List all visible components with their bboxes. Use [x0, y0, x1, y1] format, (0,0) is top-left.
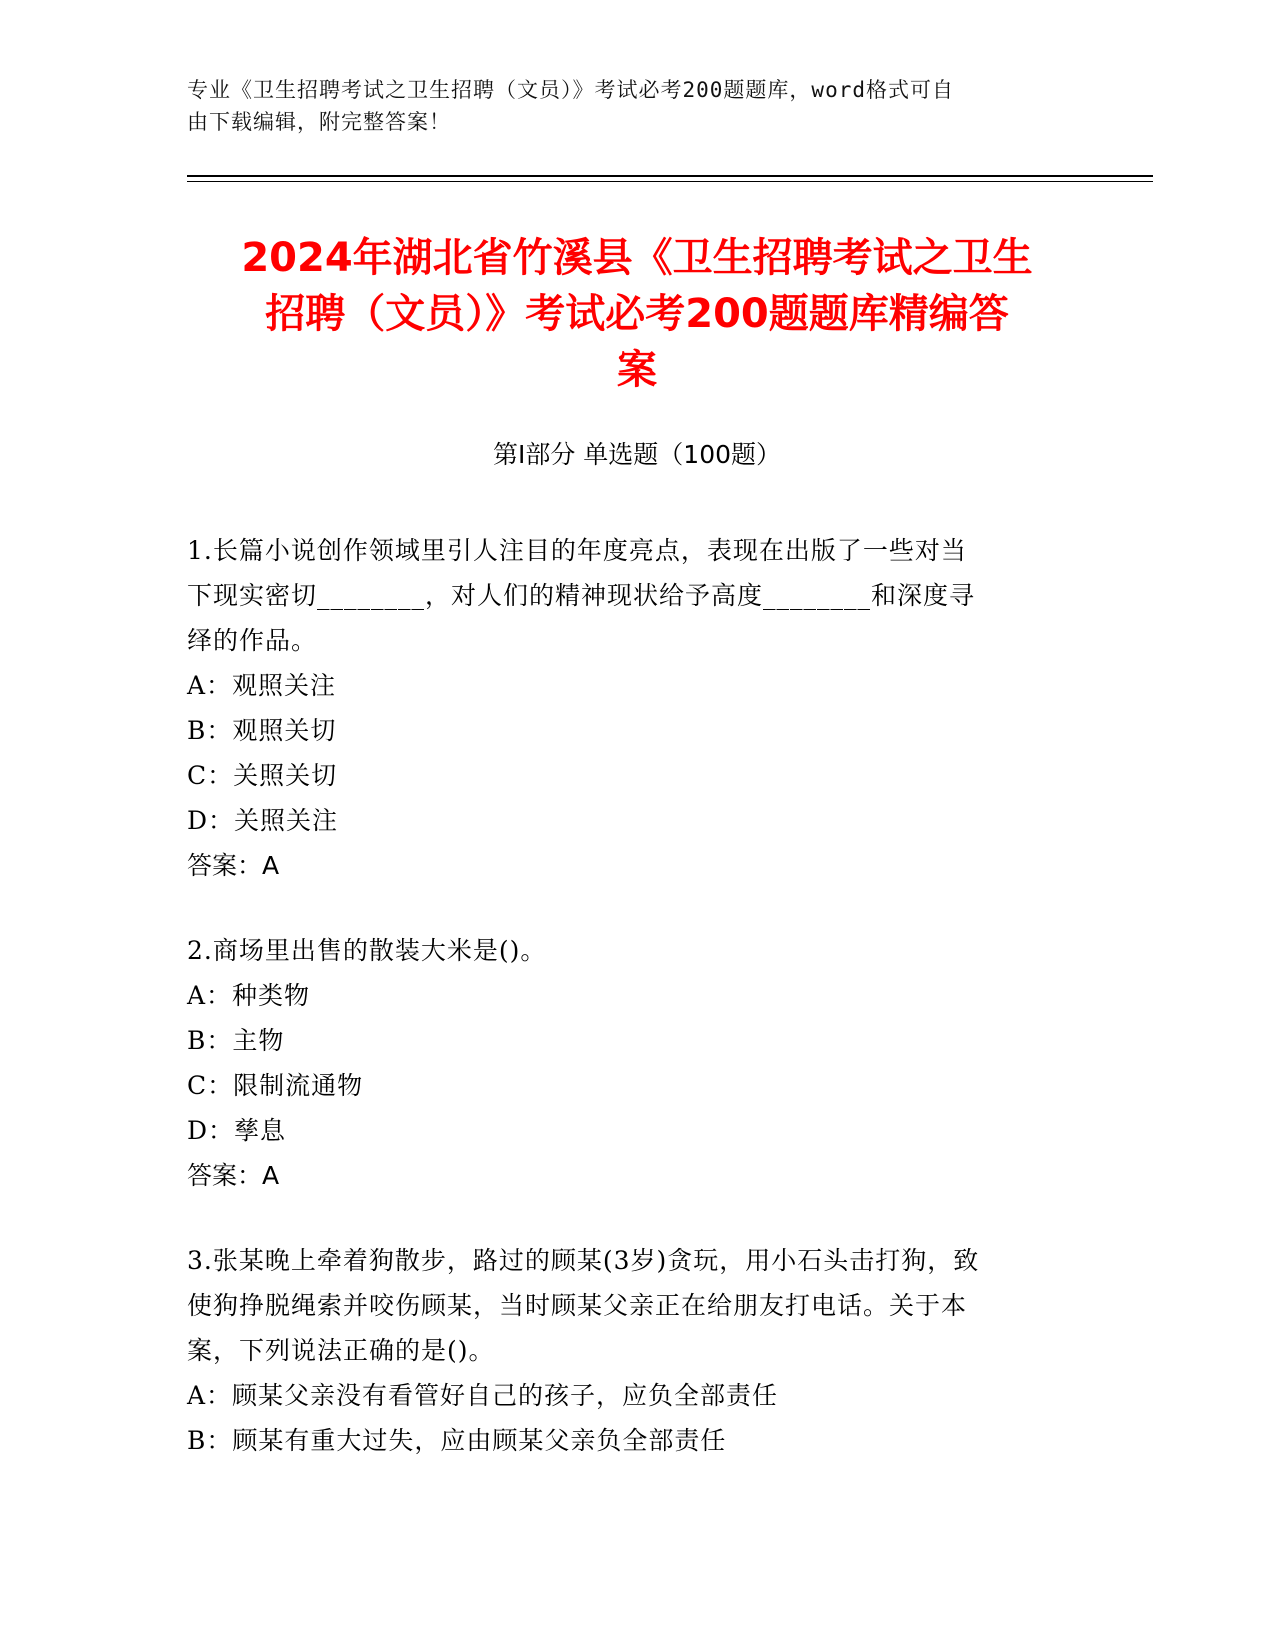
header-note: [187, 74, 1087, 138]
title-line: 招聘（文员）》考试必考200题题库精编答: [265, 291, 1009, 337]
document-title: [187, 230, 1087, 398]
question-stem-line: 2.商场里出售的散装大米是()。: [187, 936, 547, 965]
question-stem-line: 1.长篇小说创作领域里引人注目的年度亮点，表现在出版了一些对当: [187, 536, 967, 565]
option-a: A：观照关注: [187, 671, 337, 700]
option-b: B：主物: [187, 1026, 285, 1055]
question-stem-line: 绎的作品。: [187, 626, 318, 655]
header-divider-thin: [187, 181, 1153, 182]
header-note-line: 专业《卫生招聘考试之卫生招聘（文员）》考试必考200题题库，word格式可自: [187, 78, 954, 102]
question-stem-line: 案，下列说法正确的是()。: [187, 1336, 495, 1365]
title-line: 2024年湖北省竹溪县《卫生招聘考试之卫生: [241, 235, 1033, 281]
option-d: D：关照关注: [187, 806, 339, 835]
header-divider-thick: [187, 175, 1153, 177]
question-2: [187, 928, 1087, 1198]
header-note-line: 由下载编辑，附完整答案！: [187, 110, 451, 134]
answer: 答案：A: [187, 851, 280, 880]
question-stem-line: 下现实密切________，对人们的精神现状给予高度________和深度寻: [187, 581, 976, 610]
title-line: 案: [617, 347, 657, 393]
option-c: C：限制流通物: [187, 1071, 364, 1100]
answer: 答案：A: [187, 1161, 280, 1190]
option-b: B：顾某有重大过失，应由顾某父亲负全部责任: [187, 1426, 727, 1455]
question-1: [187, 528, 1087, 888]
section-title: 第Ⅰ部分 单选题（100题）: [492, 440, 782, 469]
option-b: B：观照关切: [187, 716, 337, 745]
question-list: [187, 528, 1087, 1503]
option-d: D：孳息: [187, 1116, 287, 1145]
option-a: A：种类物: [187, 981, 311, 1010]
option-c: C：关照关切: [187, 761, 338, 790]
question-stem-line: 3.张某晚上牵着狗散步，路过的顾某(3岁)贪玩，用小石头击打狗，致: [187, 1246, 980, 1275]
question-3: [187, 1238, 1087, 1463]
option-a: A：顾某父亲没有看管好自己的孩子，应负全部责任: [187, 1381, 779, 1410]
question-stem-line: 使狗挣脱绳索并咬伤顾某，当时顾某父亲正在给朋友打电话。关于本: [187, 1291, 968, 1320]
